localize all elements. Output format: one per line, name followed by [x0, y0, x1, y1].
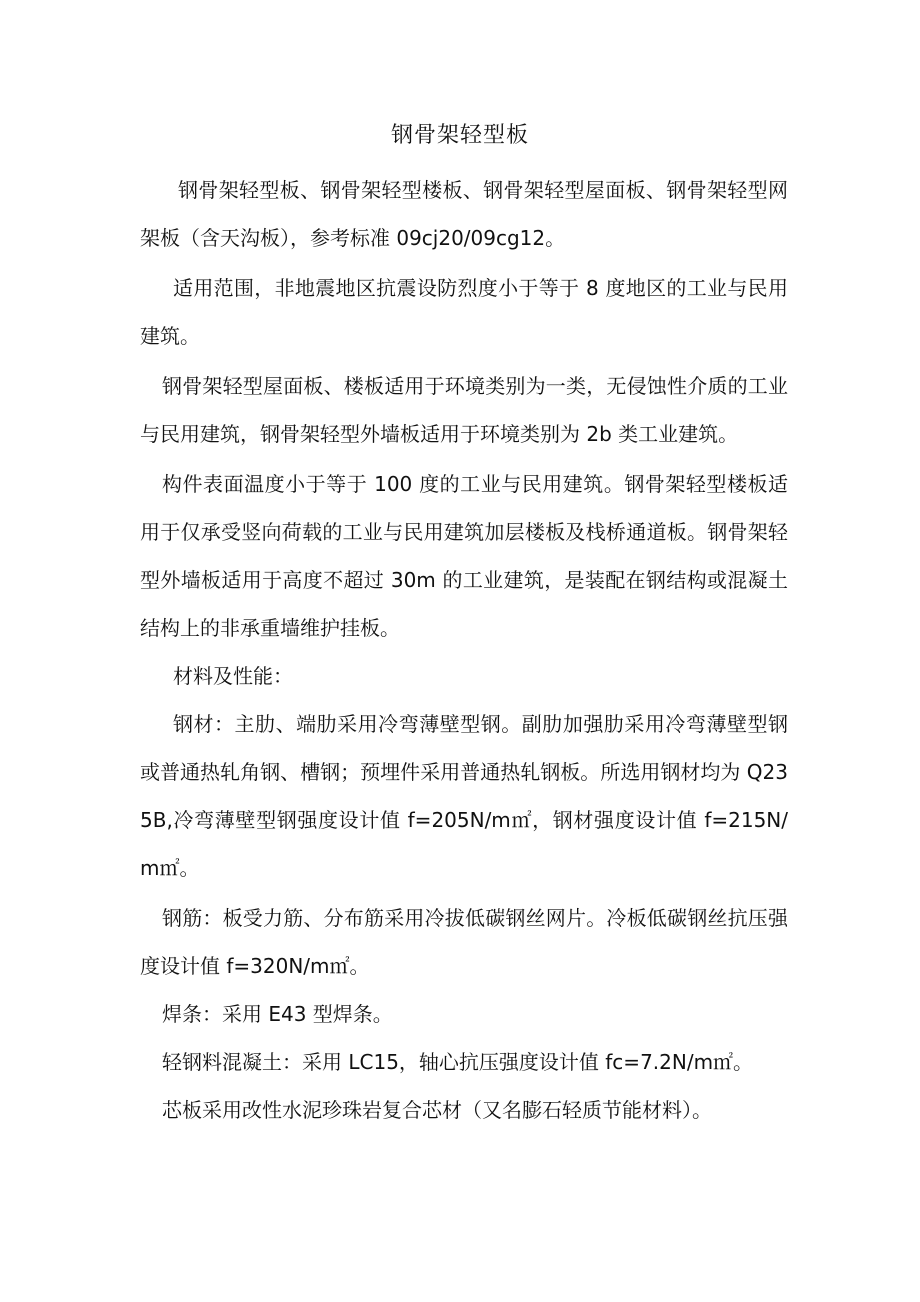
paragraph-scope: 适用范围，非地震地区抗震设防烈度小于等于 8 度地区的工业与民用建筑。: [140, 276, 788, 348]
paragraph-environment: 钢骨架轻型屋面板、楼板适用于环境类别为一类，无侵蚀性介质的工业与民用建筑，钢骨架轻型外墙板适用于环境类别为 2b 类工业建筑。: [140, 374, 788, 446]
paragraph-core-board: 芯板采用改性水泥珍珠岩复合芯材（又名膨石轻质节能材料）。: [162, 1098, 712, 1122]
paragraph-steel: 钢材：主肋、端肋采用冷弯薄壁型钢。副肋加强肋采用冷弯薄壁型钢或普通热轧角钢、槽钢；预埋件采用普通热轧钢板。所选用钢材均为 Q235B,冷弯薄壁型钢强度设计值 f=205N/m㎡，钢材强度设计值 f=215N/m㎡。: [140, 712, 788, 880]
paragraph-rebar: 钢筋：板受力筋、分布筋采用冷拔低碳钢丝网片。冷板低碳钢丝抗压强度设计值 f=320N/m㎡。: [140, 906, 788, 978]
paragraph-materials-heading: 材料及性能：: [173, 664, 293, 688]
paragraph-temperature: 构件表面温度小于等于 100 度的工业与民用建筑。钢骨架轻型楼板适用于仅承受竖向荷载的工业与民用建筑加层楼板及栈桥通道板。钢骨架轻型外墙板适用于高度不超过 30m 的工业建筑，是装配在钢结构或混凝土结构上的非承重墙维护挂板。: [140, 472, 788, 640]
paragraph-welding-rod: 焊条：采用 E43 型焊条。: [162, 1002, 393, 1026]
document-title: 钢骨架轻型板: [390, 123, 529, 148]
paragraph-intro: 钢骨架轻型板、钢骨架轻型楼板、钢骨架轻型屋面板、钢骨架轻型网架板（含天沟板），参考标准 09cj20/09cg12。: [140, 178, 788, 250]
paragraph-concrete: 轻钢料混凝土：采用 LC15，轴心抗压强度设计值 fc=7.2N/m㎡。: [162, 1050, 754, 1074]
